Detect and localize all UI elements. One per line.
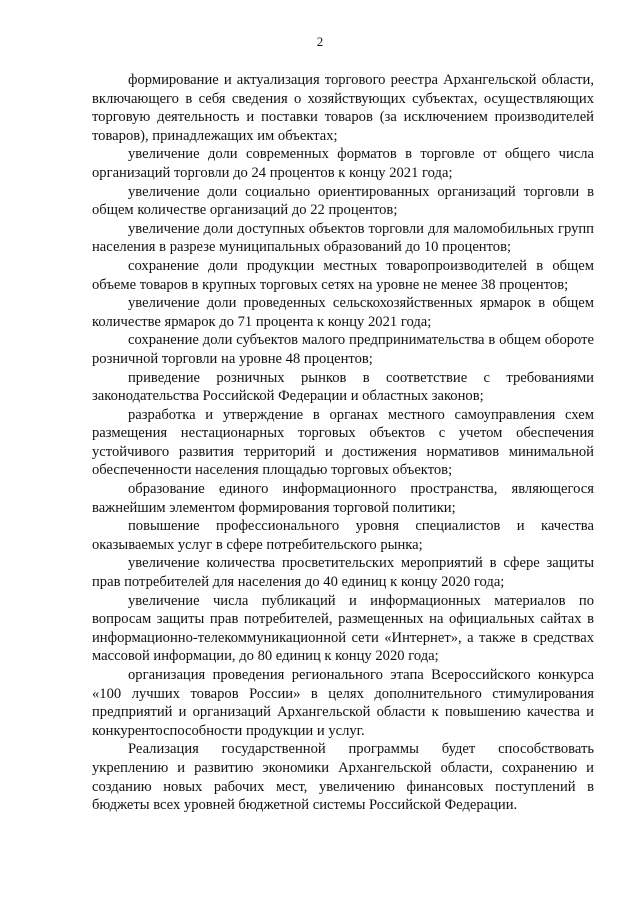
paragraph-retail-markets: приведение розничных рынков в соответствие с требованиями законодательства Российской Федерации и областных законов; — [92, 369, 594, 405]
paragraph-educational-events: увеличение количества просветительских мероприятий в сфере защиты прав потребителей для населения до 40 единиц к концу 2020 года; — [92, 555, 594, 591]
paragraph-modern-formats: увеличение доли современных форматов в торговле от общего числа организаций торговли до 24 процентов к концу 2021 года; — [92, 146, 594, 181]
paragraph-local-producers: сохранение доли продукции местных товаропроизводителей в общем объеме товаров в крупных торговых сетях на уровне не менее 38 процентов; — [92, 257, 594, 293]
paragraph-contest: организация проведения регионального этапа Всероссийского конкурса «100 лучших товаров России» в целях дополнительного стимулирования предприятий и организаций Архангельской области к повышению качества и конкурентоспособности продукции и услуг. — [92, 667, 594, 739]
page-number: 2 — [316, 34, 324, 49]
document-body — [92, 71, 594, 815]
paragraph-professional-level: повышение профессионального уровня специалистов и качества оказываемых услуг в сфере потребительского рынка; — [92, 518, 594, 553]
paragraph-information-space: образование единого информационного пространства, являющегося важнейшим элементом формирования торговой политики; — [92, 481, 594, 516]
paragraph-small-business: сохранение доли субъектов малого предпринимательства в общем обороте розничной торговли на уровне 48 процентов; — [92, 332, 594, 367]
paragraph-agricultural-fairs: увеличение доли проведенных сельскохозяйственных ярмарок в общем количестве ярмарок до 71 процента к концу 2021 года; — [92, 295, 594, 330]
paragraph-program-outcome: Реализация государственной программы будет способствовать укреплению и развитию экономики Архангельской области, сохранению и созданию новых рабочих мест, увеличению финансовых поступлений в бюджеты всех уровней бюджетной системы Российской Федерации. — [92, 741, 594, 814]
paragraph-placement-schemes: разработка и утверждение в органах местного самоуправления схем размещения нестационарных торговых объектов с учетом обеспечения устойчивого развития территорий и достижения нормативов минимальной обеспеченности населения площадью торговых объектов; — [92, 406, 594, 479]
paragraph-publications: увеличение числа публикаций и информационных материалов по вопросам защиты прав потребителей, размещенных на официальных сайтах в информационно-телекоммуникационной сети «Интернет», а также в средствах массовой информации, до 80 единиц к концу 2020 года; — [92, 592, 594, 665]
paragraph-trade-registry: формирование и актуализация торгового реестра Архангельской области, включающего в себя сведения о хозяйствующих субъектах, осуществляющих торговую деятельность и поставки товаров (за исключением производителей товаров), принадлежащих им объектах; — [92, 72, 594, 144]
paragraph-accessible-objects: увеличение доли доступных объектов торговли для маломобильных групп населения в разрезе муниципальных образований до 10 процентов; — [92, 220, 594, 256]
paragraph-social-organizations: увеличение доли социально ориентированных организаций торговли в общем количестве организаций до 22 процентов; — [92, 183, 594, 219]
